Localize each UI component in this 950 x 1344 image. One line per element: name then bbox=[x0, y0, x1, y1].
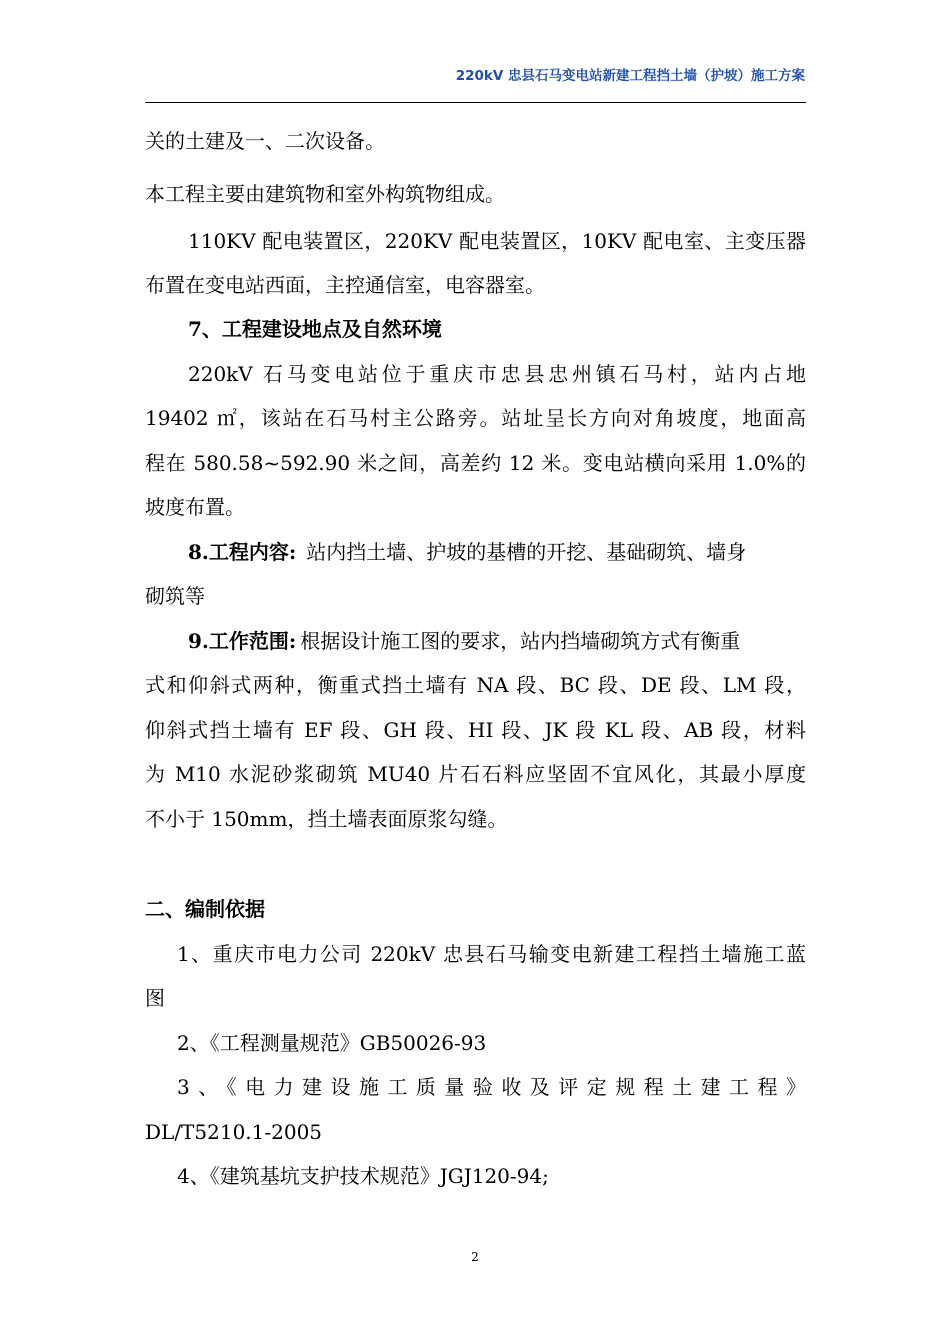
body-line: 不小于 150mm，挡土墙表面原浆勾缝。 bbox=[145, 807, 508, 831]
body-line: 砌筑等 bbox=[145, 584, 205, 608]
reference-line: DL/T5210.1-2005 bbox=[145, 1120, 323, 1144]
body-line: 为 M10 水泥砂浆砌筑 MU40 片石石料应坚固不宜风化，其最小厚度 bbox=[145, 762, 806, 786]
section-heading-2: 二、编制依据 bbox=[145, 897, 265, 921]
body-line: 式和仰斜式两种，衡重式挡土墙有 NA 段、BC 段、DE 段、LM 段， bbox=[145, 673, 806, 697]
body-line: 110KV 配电装置区，220KV 配电装置区，10KV 配电室、主变压器 bbox=[188, 229, 806, 253]
body-line: 19402 ㎡，该站在石马村主公路旁。站址呈长方向对角坡度，地面高 bbox=[145, 406, 806, 430]
body-line: 本工程主要由建筑物和室外构筑物组成。 bbox=[145, 182, 505, 206]
section-heading-8: 8.工程内容: bbox=[188, 540, 297, 564]
body-line: 坡度布置。 bbox=[145, 495, 245, 519]
body-line: 仰斜式挡土墙有 EF 段、GH 段、HI 段、JK 段 KL 段、AB 段，材料 bbox=[145, 718, 806, 742]
body-line: 布置在变电站西面，主控通信室，电容器室。 bbox=[145, 273, 545, 297]
header-rule bbox=[145, 102, 806, 103]
reference-line: 1、重庆市电力公司 220kV 忠县石马输变电新建工程挡土墙施工蓝 bbox=[177, 942, 806, 966]
reference-line: 图 bbox=[145, 986, 165, 1010]
section-heading-7: 7、工程建设地点及自然环境 bbox=[188, 317, 442, 341]
body-line: 关的土建及一、二次设备。 bbox=[145, 129, 385, 153]
body-line: 220kV 石马变电站位于重庆市忠县忠州镇石马村，站内占地 bbox=[188, 362, 806, 386]
reference-line: 3、《电力建设施工质量验收及评定规程土建工程》 bbox=[177, 1075, 806, 1099]
reference-line: 2、《工程测量规范》GB50026-93 bbox=[177, 1031, 487, 1055]
body-line: 程在 580.58~592.90 米之间，高差约 12 米。变电站横向采用 1.0%的 bbox=[145, 451, 806, 475]
section-line-9: 9.工作范围: 根据设计施工图的要求，站内挡墙砌筑方式有衡重 bbox=[188, 629, 741, 653]
section-heading-9: 9.工作范围: bbox=[188, 629, 297, 653]
section-line-8: 8.工程内容: 站内挡土墙、护坡的基槽的开挖、基础砌筑、墙身 bbox=[188, 540, 747, 564]
document-header: 220kV 忠县石马变电站新建工程挡土墙（护坡）施工方案 bbox=[455, 68, 805, 84]
reference-line: 4、《建筑基坑支护技术规范》JGJ120-94; bbox=[177, 1164, 549, 1188]
page-number: 2 bbox=[471, 1250, 479, 1264]
